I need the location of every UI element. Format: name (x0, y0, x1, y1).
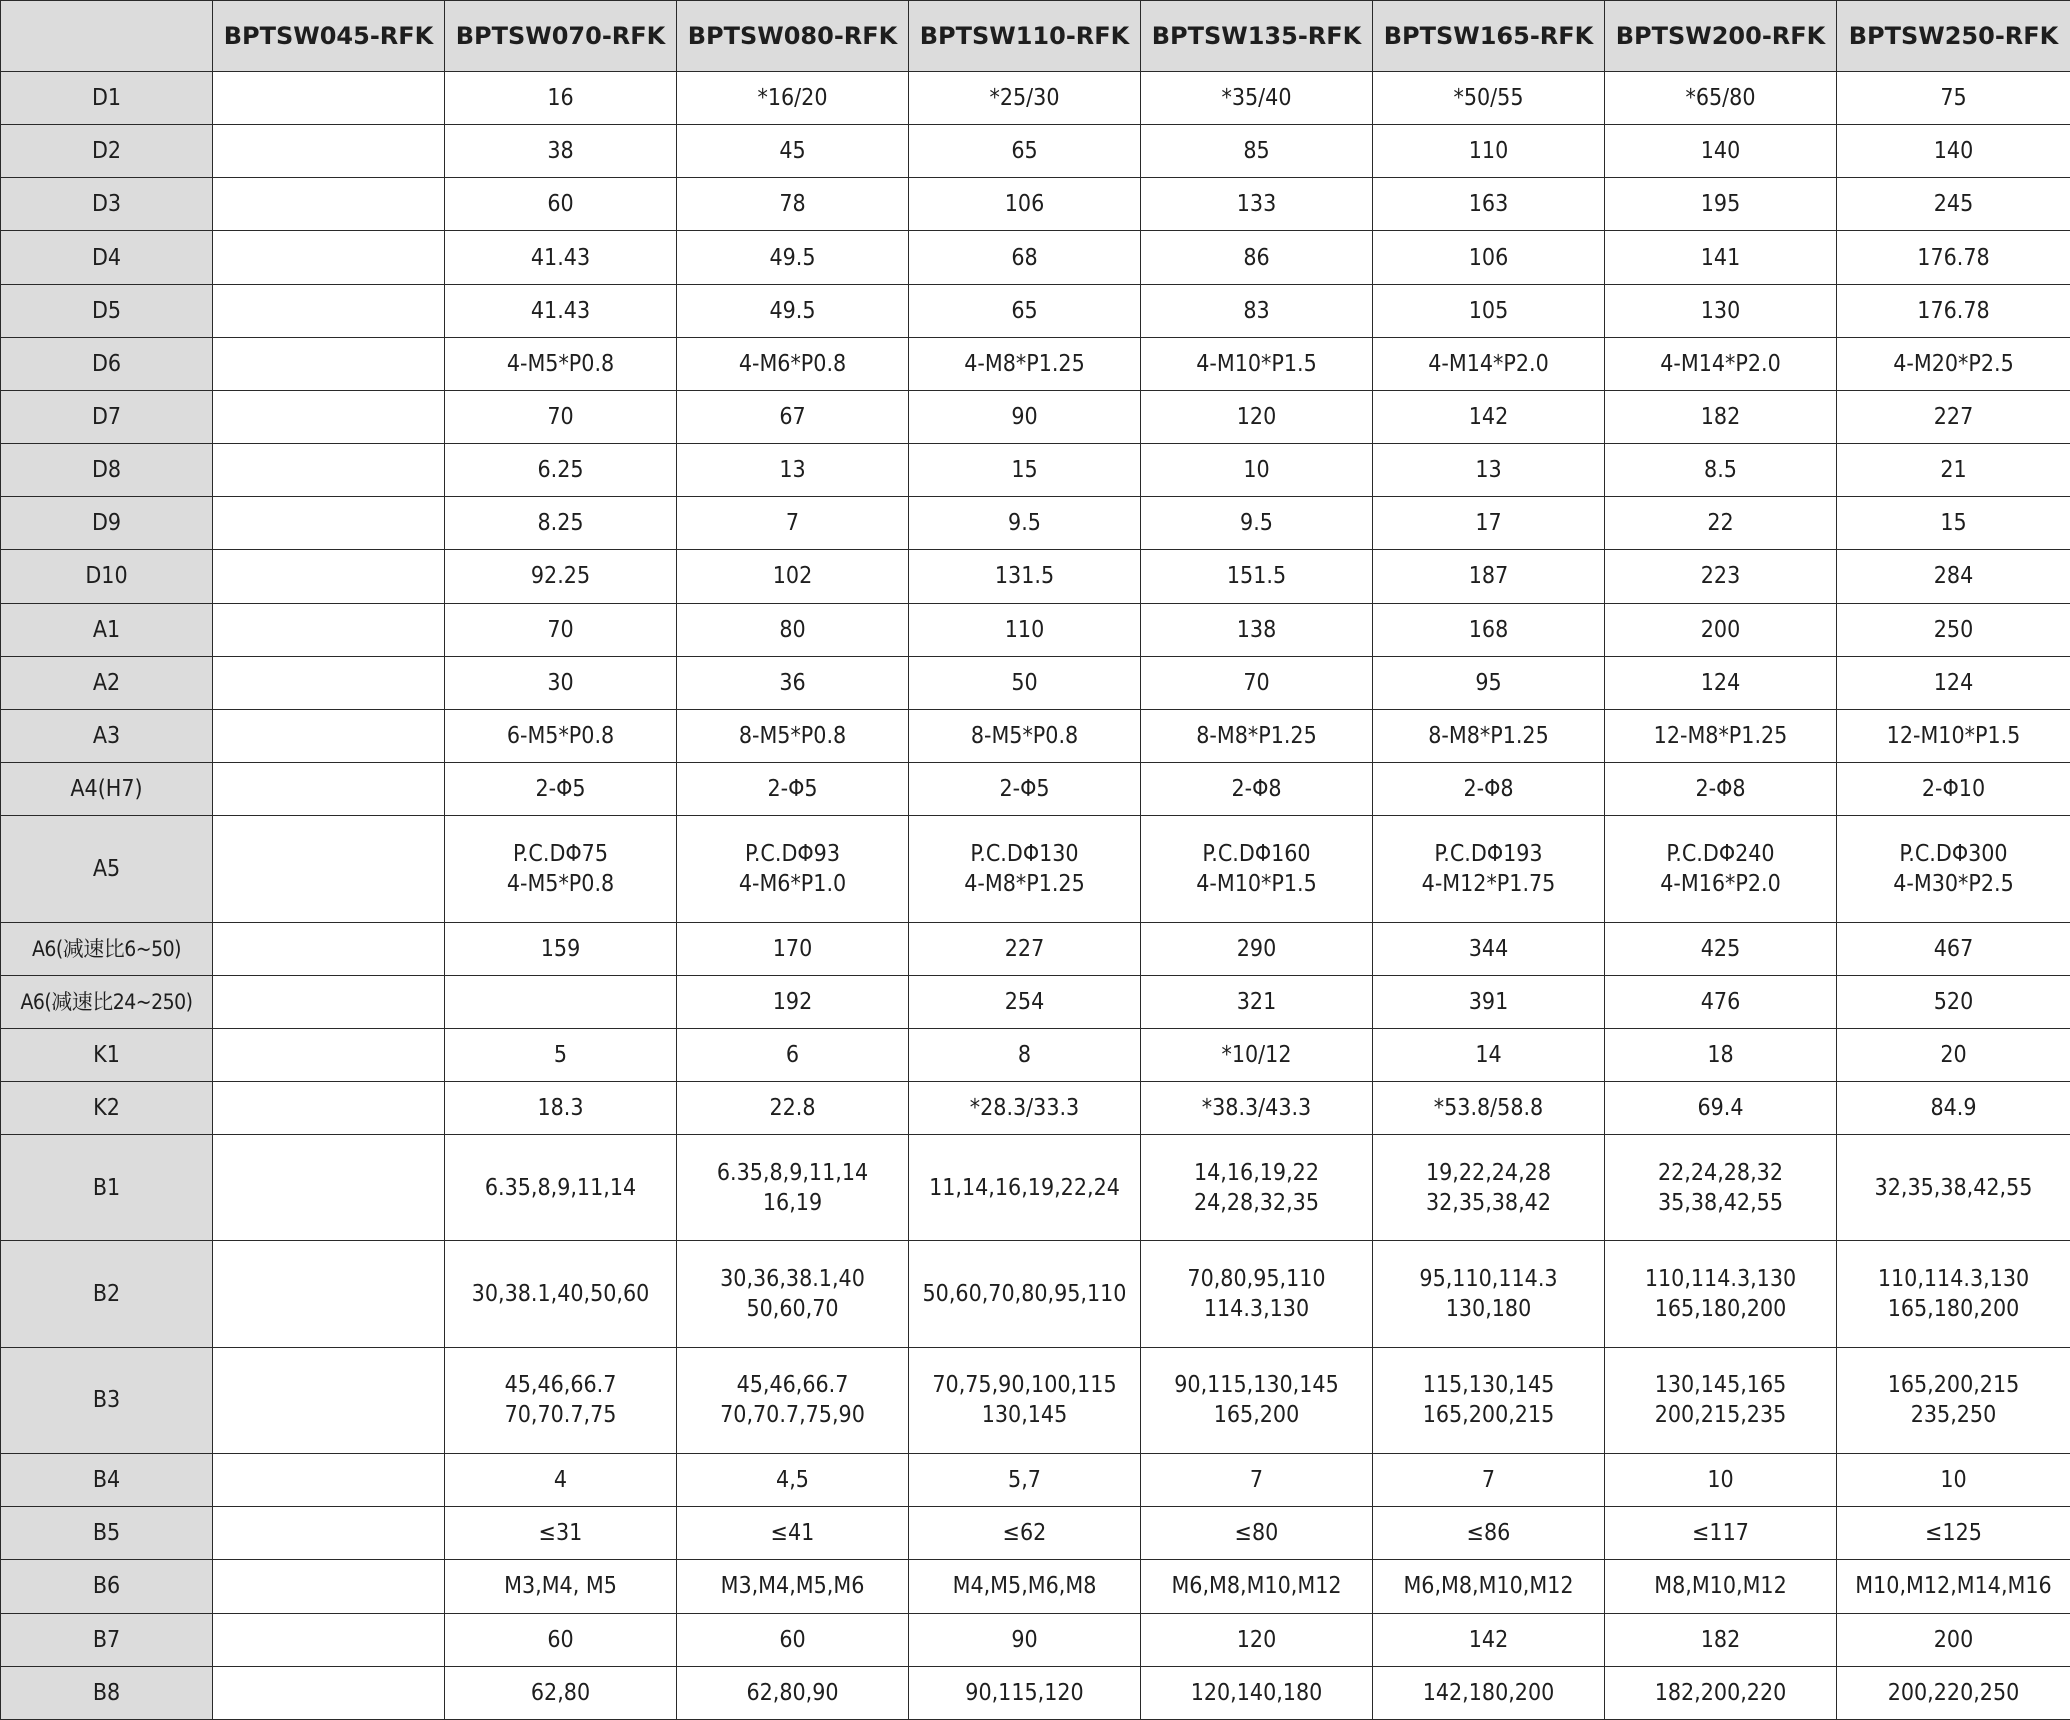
table-cell: 425 (1605, 922, 1837, 975)
table-cell: 8 (909, 1028, 1141, 1081)
table-cell: M8,M10,M12 (1605, 1560, 1837, 1613)
table-cell: 65 (909, 125, 1141, 178)
column-header: BPTSW165-RFK (1373, 1, 1605, 72)
table-cell: 90,115,130,145 165,200 (1141, 1347, 1373, 1453)
table-cell: ≤80 (1141, 1507, 1373, 1560)
table-cell: 7 (677, 497, 909, 550)
row-label: D7 (1, 390, 213, 443)
table-cell: 68 (909, 231, 1141, 284)
table-cell: 45 (677, 125, 909, 178)
table-cell (213, 1081, 445, 1134)
table-cell: 9.5 (1141, 497, 1373, 550)
table-cell (213, 656, 445, 709)
table-cell: 110,114.3,130 165,180,200 (1837, 1241, 2070, 1347)
row-label: K1 (1, 1028, 213, 1081)
table-cell: P.C.DΦ130 4-M8*P1.25 (909, 816, 1141, 922)
table-cell: 85 (1141, 125, 1373, 178)
table-cell: 8-M8*P1.25 (1373, 709, 1605, 762)
table-cell: 168 (1373, 603, 1605, 656)
table-cell (445, 975, 677, 1028)
table-cell: 80 (677, 603, 909, 656)
table-cell (213, 1613, 445, 1666)
table-row (1, 337, 2070, 390)
table-cell: 6.35,8,9,11,14 16,19 (677, 1135, 909, 1241)
table-cell: M6,M8,M10,M12 (1141, 1560, 1373, 1613)
table-cell: ≤41 (677, 1507, 909, 1560)
table-cell: 16 (445, 72, 677, 125)
table-cell (213, 178, 445, 231)
table-cell: 70 (445, 390, 677, 443)
table-cell: 70 (1141, 656, 1373, 709)
table-cell (213, 1507, 445, 1560)
table-cell (213, 497, 445, 550)
table-row (1, 1028, 2070, 1081)
table-cell: 6 (677, 1028, 909, 1081)
table-cell: 65 (909, 284, 1141, 337)
table-cell: 106 (1373, 231, 1605, 284)
row-label: B3 (1, 1347, 213, 1453)
table-cell: 4,5 (677, 1454, 909, 1507)
table-cell: 120 (1141, 390, 1373, 443)
table-cell: 141 (1605, 231, 1837, 284)
table-row (1, 178, 2070, 231)
table-cell: 110,114.3,130 165,180,200 (1605, 1241, 1837, 1347)
table-cell: 12-M8*P1.25 (1605, 709, 1837, 762)
column-header: BPTSW250-RFK (1837, 1, 2070, 72)
table-cell: 45,46,66.7 70,70.7,75,90 (677, 1347, 909, 1453)
table-cell: 2-Φ5 (909, 763, 1141, 816)
table-cell: 223 (1605, 550, 1837, 603)
table-row (1, 1454, 2070, 1507)
table-cell: 60 (677, 1613, 909, 1666)
table-cell: 110 (909, 603, 1141, 656)
row-label: A4(H7) (1, 763, 213, 816)
header-row (1, 1, 2070, 72)
table-cell: 130 (1605, 284, 1837, 337)
table-cell: 30,38.1,40,50,60 (445, 1241, 677, 1347)
table-cell: 130,145,165 200,215,235 (1605, 1347, 1837, 1453)
table-cell (213, 603, 445, 656)
table-cell: M10,M12,M14,M16 (1837, 1560, 2070, 1613)
table-cell: 131.5 (909, 550, 1141, 603)
table-cell: *16/20 (677, 72, 909, 125)
table-cell: *53.8/58.8 (1373, 1081, 1605, 1134)
table-cell: 50 (909, 656, 1141, 709)
table-row (1, 603, 2070, 656)
table-cell: 200,220,250 (1837, 1666, 2070, 1719)
table-cell: 8.5 (1605, 444, 1837, 497)
table-cell: 140 (1605, 125, 1837, 178)
table-cell: 13 (677, 444, 909, 497)
table-cell: 520 (1837, 975, 2070, 1028)
table-cell (213, 1347, 445, 1453)
table-cell: 250 (1837, 603, 2070, 656)
row-label: A2 (1, 656, 213, 709)
table-cell: 4 (445, 1454, 677, 1507)
row-label: A5 (1, 816, 213, 922)
table-cell: P.C.DΦ300 4-M30*P2.5 (1837, 816, 2070, 922)
table-cell: 5,7 (909, 1454, 1141, 1507)
table-row (1, 72, 2070, 125)
table-row (1, 1560, 2070, 1613)
table-cell: 90 (909, 1613, 1141, 1666)
table-cell: M4,M5,M6,M8 (909, 1560, 1141, 1613)
table-cell: 5 (445, 1028, 677, 1081)
table-cell: 192 (677, 975, 909, 1028)
table-row (1, 1347, 2070, 1453)
table-cell: *50/55 (1373, 72, 1605, 125)
table-cell: 187 (1373, 550, 1605, 603)
table-row (1, 125, 2070, 178)
table-cell: 110 (1373, 125, 1605, 178)
table-cell: 20 (1837, 1028, 2070, 1081)
table-cell: 92.25 (445, 550, 677, 603)
table-cell: 86 (1141, 231, 1373, 284)
table-cell: 45,46,66.7 70,70.7,75 (445, 1347, 677, 1453)
table-cell: 8.25 (445, 497, 677, 550)
row-label: B1 (1, 1135, 213, 1241)
table-cell: *10/12 (1141, 1028, 1373, 1081)
table-cell: 200 (1605, 603, 1837, 656)
table-cell: 67 (677, 390, 909, 443)
table-cell: 120 (1141, 1613, 1373, 1666)
column-header: BPTSW200-RFK (1605, 1, 1837, 72)
table-row (1, 975, 2070, 1028)
table-cell: ≤31 (445, 1507, 677, 1560)
table-cell: 10 (1837, 1454, 2070, 1507)
row-label: B5 (1, 1507, 213, 1560)
table-row (1, 550, 2070, 603)
table-row (1, 763, 2070, 816)
row-label: D8 (1, 444, 213, 497)
table-cell: 32,35,38,42,55 (1837, 1135, 2070, 1241)
table-cell: 140 (1837, 125, 2070, 178)
row-label: D1 (1, 72, 213, 125)
table-cell: 6.25 (445, 444, 677, 497)
table-cell (213, 444, 445, 497)
row-label: D6 (1, 337, 213, 390)
table-cell (213, 284, 445, 337)
table-cell: 4-M10*P1.5 (1141, 337, 1373, 390)
table-cell: 254 (909, 975, 1141, 1028)
table-cell: 41.43 (445, 231, 677, 284)
row-label: D2 (1, 125, 213, 178)
table-cell: 18.3 (445, 1081, 677, 1134)
table-cell: 151.5 (1141, 550, 1373, 603)
table-cell: 124 (1837, 656, 2070, 709)
table-cell: 49.5 (677, 284, 909, 337)
table-cell: P.C.DΦ160 4-M10*P1.5 (1141, 816, 1373, 922)
table-row (1, 497, 2070, 550)
table-cell: *25/30 (909, 72, 1141, 125)
table-cell: 15 (909, 444, 1141, 497)
table-cell: 2-Φ8 (1605, 763, 1837, 816)
column-header: BPTSW045-RFK (213, 1, 445, 72)
table-cell: 22,24,28,32 35,38,42,55 (1605, 1135, 1837, 1241)
table-cell: 2-Φ5 (677, 763, 909, 816)
table-cell: 90 (909, 390, 1141, 443)
table-cell: 227 (909, 922, 1141, 975)
table-cell: 21 (1837, 444, 2070, 497)
table-cell: 227 (1837, 390, 2070, 443)
table-cell: 8-M8*P1.25 (1141, 709, 1373, 762)
table-cell: ≤86 (1373, 1507, 1605, 1560)
table-cell: M3,M4, M5 (445, 1560, 677, 1613)
table-cell: 2-Φ8 (1141, 763, 1373, 816)
table-cell: ≤117 (1605, 1507, 1837, 1560)
table-row (1, 1135, 2070, 1241)
row-label: D9 (1, 497, 213, 550)
table-body (1, 72, 2070, 1720)
column-header: BPTSW135-RFK (1141, 1, 1373, 72)
column-header: BPTSW080-RFK (677, 1, 909, 72)
table-cell: P.C.DΦ240 4-M16*P2.0 (1605, 816, 1837, 922)
table-cell: 62,80 (445, 1666, 677, 1719)
table-cell: 476 (1605, 975, 1837, 1028)
table-cell: 70,80,95,110 114.3,130 (1141, 1241, 1373, 1347)
table-cell (213, 337, 445, 390)
table-cell: 2-Φ10 (1837, 763, 2070, 816)
table-cell: 4-M20*P2.5 (1837, 337, 2070, 390)
table-cell: 15 (1837, 497, 2070, 550)
row-label: B6 (1, 1560, 213, 1613)
table-cell: 4-M14*P2.0 (1605, 337, 1837, 390)
table-cell (213, 1028, 445, 1081)
table-cell: 2-Φ8 (1373, 763, 1605, 816)
table-cell: 195 (1605, 178, 1837, 231)
row-label: D3 (1, 178, 213, 231)
table-cell (213, 975, 445, 1028)
table-cell (213, 231, 445, 284)
table-row (1, 922, 2070, 975)
table-row (1, 231, 2070, 284)
table-row (1, 816, 2070, 922)
table-cell: 120,140,180 (1141, 1666, 1373, 1719)
table-cell: 7 (1373, 1454, 1605, 1507)
table-row (1, 1081, 2070, 1134)
table-cell: 41.43 (445, 284, 677, 337)
row-label: D10 (1, 550, 213, 603)
table-cell (213, 763, 445, 816)
table-cell: 8-M5*P0.8 (677, 709, 909, 762)
table-row (1, 1241, 2070, 1347)
table-cell: 182 (1605, 390, 1837, 443)
table-cell: 4-M14*P2.0 (1373, 337, 1605, 390)
row-label: A1 (1, 603, 213, 656)
table-cell (213, 1454, 445, 1507)
table-cell: 75 (1837, 72, 2070, 125)
table-cell (213, 1241, 445, 1347)
table-cell: *38.3/43.3 (1141, 1081, 1373, 1134)
table-cell: 60 (445, 1613, 677, 1666)
table-cell: 69.4 (1605, 1081, 1837, 1134)
table-cell: 200 (1837, 1613, 2070, 1666)
table-cell: 95,110,114.3 130,180 (1373, 1241, 1605, 1347)
table-cell: 11,14,16,19,22,24 (909, 1135, 1141, 1241)
row-label: B2 (1, 1241, 213, 1347)
table-cell: 138 (1141, 603, 1373, 656)
table-cell: P.C.DΦ93 4-M6*P1.0 (677, 816, 909, 922)
table-cell: 38 (445, 125, 677, 178)
table-cell: 30,36,38.1,40 50,60,70 (677, 1241, 909, 1347)
table-cell: 10 (1605, 1454, 1837, 1507)
table-cell: 159 (445, 922, 677, 975)
table-cell: 9.5 (909, 497, 1141, 550)
table-cell: 2-Φ5 (445, 763, 677, 816)
row-label: B8 (1, 1666, 213, 1719)
table-cell: 4-M6*P0.8 (677, 337, 909, 390)
table-cell: 176.78 (1837, 284, 2070, 337)
table-cell (213, 1666, 445, 1719)
table-cell: 19,22,24,28 32,35,38,42 (1373, 1135, 1605, 1241)
table-cell: 14 (1373, 1028, 1605, 1081)
table-cell: 284 (1837, 550, 2070, 603)
table-cell: 14,16,19,22 24,28,32,35 (1141, 1135, 1373, 1241)
row-label: D5 (1, 284, 213, 337)
table-cell: 102 (677, 550, 909, 603)
table-cell: 22.8 (677, 1081, 909, 1134)
table-cell: 165,200,215 235,250 (1837, 1347, 2070, 1453)
table-cell: 391 (1373, 975, 1605, 1028)
table-cell: 124 (1605, 656, 1837, 709)
table-row (1, 656, 2070, 709)
table-cell: *65/80 (1605, 72, 1837, 125)
table-cell: 49.5 (677, 231, 909, 284)
table-cell: 62,80,90 (677, 1666, 909, 1719)
table-cell (213, 816, 445, 922)
table-cell: 182,200,220 (1605, 1666, 1837, 1719)
table-row (1, 284, 2070, 337)
table-header (1, 1, 2070, 72)
table-cell: *35/40 (1141, 72, 1373, 125)
table-cell: M6,M8,M10,M12 (1373, 1560, 1605, 1613)
table-cell (213, 1135, 445, 1241)
table-cell: 133 (1141, 178, 1373, 231)
table-cell: M3,M4,M5,M6 (677, 1560, 909, 1613)
table-cell (213, 125, 445, 178)
table-cell: 182 (1605, 1613, 1837, 1666)
row-label: B7 (1, 1613, 213, 1666)
table-row (1, 709, 2070, 762)
table-cell: 6.35,8,9,11,14 (445, 1135, 677, 1241)
table-cell: 36 (677, 656, 909, 709)
table-cell: 170 (677, 922, 909, 975)
table-cell: P.C.DΦ193 4-M12*P1.75 (1373, 816, 1605, 922)
table-cell: 142 (1373, 390, 1605, 443)
row-label: K2 (1, 1081, 213, 1134)
table-cell: 6-M5*P0.8 (445, 709, 677, 762)
table-cell (213, 709, 445, 762)
table-cell: 4-M5*P0.8 (445, 337, 677, 390)
column-header: BPTSW110-RFK (909, 1, 1141, 72)
table-cell: *28.3/33.3 (909, 1081, 1141, 1134)
row-label: A6(减速比6~50) (1, 922, 213, 975)
table-cell: ≤125 (1837, 1507, 2070, 1560)
table-cell: 12-M10*P1.5 (1837, 709, 2070, 762)
table-cell: 4-M8*P1.25 (909, 337, 1141, 390)
column-header: BPTSW070-RFK (445, 1, 677, 72)
table-cell: 95 (1373, 656, 1605, 709)
row-label: D4 (1, 231, 213, 284)
table-cell: 176.78 (1837, 231, 2070, 284)
table-cell: 17 (1373, 497, 1605, 550)
table-cell: 10 (1141, 444, 1373, 497)
table-cell: 84.9 (1837, 1081, 2070, 1134)
table-cell (213, 550, 445, 603)
table-cell: 115,130,145 165,200,215 (1373, 1347, 1605, 1453)
table-cell (213, 1560, 445, 1613)
table-cell: 78 (677, 178, 909, 231)
table-cell: 50,60,70,80,95,110 (909, 1241, 1141, 1347)
table-cell: 18 (1605, 1028, 1837, 1081)
row-label: B4 (1, 1454, 213, 1507)
table-cell: 142,180,200 (1373, 1666, 1605, 1719)
table-cell: 13 (1373, 444, 1605, 497)
table-cell: 163 (1373, 178, 1605, 231)
table-row (1, 1613, 2070, 1666)
table-cell: 70 (445, 603, 677, 656)
table-row (1, 1666, 2070, 1719)
table-cell (213, 72, 445, 125)
table-cell: 467 (1837, 922, 2070, 975)
table-cell (213, 922, 445, 975)
table-cell: 22 (1605, 497, 1837, 550)
row-label: A3 (1, 709, 213, 762)
table-row (1, 1507, 2070, 1560)
table-cell: 290 (1141, 922, 1373, 975)
table-cell: 60 (445, 178, 677, 231)
table-cell: 83 (1141, 284, 1373, 337)
table-cell: 142 (1373, 1613, 1605, 1666)
table-cell: 245 (1837, 178, 2070, 231)
table-cell: 70,75,90,100,115 130,145 (909, 1347, 1141, 1453)
table-cell: 30 (445, 656, 677, 709)
table-cell: 321 (1141, 975, 1373, 1028)
table-cell: 7 (1141, 1454, 1373, 1507)
table-cell: 106 (909, 178, 1141, 231)
corner-cell (1, 1, 213, 72)
table-cell: 105 (1373, 284, 1605, 337)
table-cell (213, 390, 445, 443)
table-cell: 8-M5*P0.8 (909, 709, 1141, 762)
row-label: A6(减速比24~250) (1, 975, 213, 1028)
table-row (1, 444, 2070, 497)
table-cell: ≤62 (909, 1507, 1141, 1560)
table-cell: 90,115,120 (909, 1666, 1141, 1719)
table-row (1, 390, 2070, 443)
table-cell: P.C.DΦ75 4-M5*P0.8 (445, 816, 677, 922)
table-cell: 344 (1373, 922, 1605, 975)
